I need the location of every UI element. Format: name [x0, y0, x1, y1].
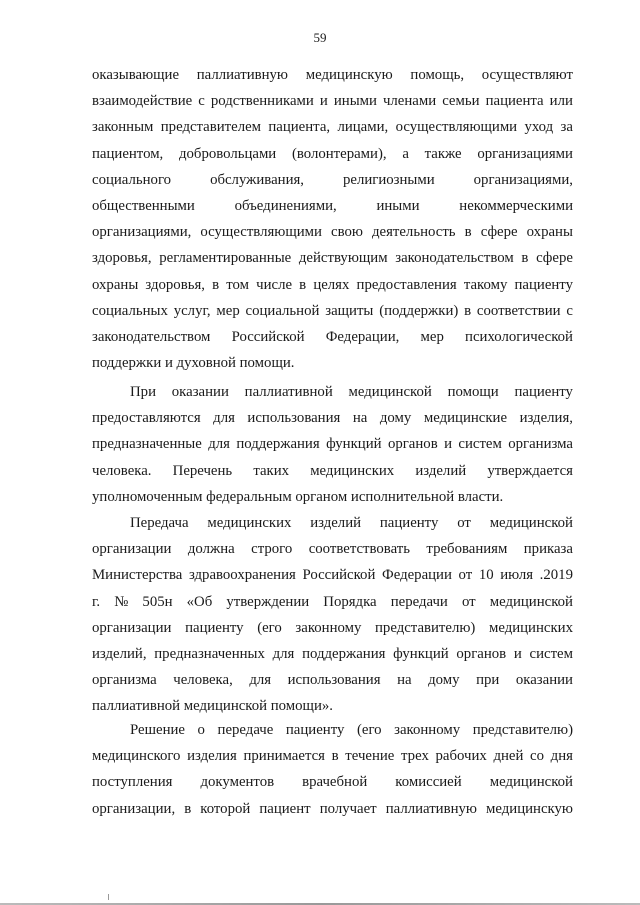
text-line: [92, 615, 573, 641]
word: таких: [253, 462, 290, 479]
word: Порядка: [323, 593, 377, 610]
word: для: [213, 410, 235, 427]
text-line: [92, 62, 573, 88]
word: Российской: [302, 567, 376, 584]
word: (поддержки): [379, 302, 459, 319]
word: трех: [401, 748, 429, 765]
word: дому: [379, 410, 412, 427]
word: паллиативную: [385, 800, 477, 817]
word: мер: [420, 328, 444, 345]
word: медицинской: [489, 593, 573, 610]
word: свою: [331, 224, 363, 241]
word: рабочих: [435, 748, 487, 765]
word: для: [208, 436, 230, 453]
text-line: [92, 562, 573, 588]
word: документов: [200, 774, 275, 791]
word: .2019: [539, 567, 573, 584]
word: паллиативной медицинской помощи».: [92, 698, 333, 715]
word: «Об: [186, 593, 213, 610]
word: организации: [92, 619, 172, 636]
word: о: [197, 722, 205, 738]
word: законодательством: [395, 250, 514, 267]
word: услуг,: [173, 302, 211, 319]
word: медицинских: [310, 462, 395, 479]
word: медицинской: [348, 384, 432, 400]
word: паллиативной: [244, 384, 333, 400]
word: органов: [387, 436, 438, 453]
word: медицинские: [423, 410, 508, 427]
word: действующим: [298, 250, 388, 267]
word: врачебной: [302, 774, 368, 791]
word: с: [566, 302, 573, 319]
word: принимается: [243, 748, 325, 765]
word: здоровья,: [145, 276, 205, 293]
text-line: [92, 717, 573, 743]
word: и: [319, 93, 328, 110]
word: Российской: [231, 328, 305, 345]
word: защиты: [325, 302, 374, 319]
word: Перечень: [172, 462, 233, 479]
word: на: [352, 410, 368, 427]
text-line: [92, 245, 573, 271]
word: поддержания: [302, 645, 386, 662]
word: использования: [247, 410, 341, 427]
word: от: [458, 567, 473, 584]
word: соответствовать: [308, 541, 410, 558]
word: медицинского: [92, 748, 181, 765]
word: требованиям: [426, 541, 508, 558]
word: регламентированные: [159, 250, 292, 267]
word: организациями: [477, 145, 573, 162]
word: г.: [92, 593, 101, 610]
word: приказа: [523, 541, 573, 558]
word: уполномоченным федеральным органом исполнительной власти.: [92, 488, 504, 505]
word: осуществляющими: [200, 224, 322, 241]
word: медицинскую: [305, 67, 393, 83]
word: также: [424, 145, 462, 162]
word: обслуживания,: [210, 171, 304, 188]
word: организации: [92, 541, 172, 558]
word: помощи: [447, 384, 499, 400]
word: изделия,: [519, 410, 573, 427]
word: осуществляют: [481, 67, 573, 83]
text-line: [92, 167, 573, 193]
word: медицинской: [489, 774, 573, 791]
word: объединениями,: [234, 197, 337, 214]
paragraph-2: [92, 379, 573, 510]
word: лицами,: [337, 119, 389, 136]
word: оказывающие: [92, 67, 180, 83]
word: социального: [92, 171, 172, 188]
word: представителем: [160, 119, 262, 136]
word: медицинскую: [486, 800, 573, 817]
word: медицинских: [207, 515, 292, 531]
word: дому: [428, 672, 460, 689]
word: пациента,: [268, 119, 331, 136]
word: функций: [326, 436, 382, 453]
text-line: [92, 431, 573, 457]
text-line: [92, 769, 573, 795]
text-line: [92, 536, 573, 562]
word: сфере: [480, 224, 518, 241]
word: и: [444, 436, 452, 453]
word: Передача: [130, 515, 189, 531]
word: строго: [251, 541, 293, 558]
word: деятельность: [372, 224, 456, 241]
word: пациент: [259, 800, 311, 817]
word: здравоохранения: [188, 567, 296, 584]
word: семьи: [442, 93, 480, 110]
word: с: [198, 93, 205, 110]
word: систем: [458, 436, 502, 453]
word: поступления: [92, 774, 173, 791]
text-line: [92, 796, 573, 822]
word: оказании: [515, 672, 573, 689]
word: социальной: [245, 302, 320, 319]
word: человека.: [92, 462, 152, 479]
word: и: [513, 645, 522, 662]
word: 10: [478, 567, 494, 584]
word: пациенту: [185, 619, 244, 636]
word: в: [464, 224, 472, 241]
text-line: [92, 589, 573, 615]
word: получает: [319, 800, 377, 817]
word: организма: [92, 672, 157, 689]
word: медицинской: [489, 515, 573, 531]
paragraph-4: [92, 717, 573, 822]
word: целях: [313, 276, 350, 293]
text-line: [92, 324, 573, 350]
word: предоставления: [356, 276, 457, 293]
word: организма: [508, 436, 573, 453]
word: 505н: [142, 593, 173, 610]
word: организациями,: [92, 224, 192, 241]
word: от: [457, 515, 471, 531]
text-line: [92, 458, 573, 484]
word: (его: [356, 722, 382, 738]
text-line: [92, 379, 573, 405]
word: соответствии: [476, 302, 561, 319]
word: в: [184, 800, 192, 817]
word: числе: [256, 276, 293, 293]
word: некоммерческими: [459, 197, 573, 214]
text-line: [92, 219, 573, 245]
word: на: [397, 672, 412, 689]
paragraph-3: [92, 510, 573, 720]
word: дней: [493, 748, 524, 765]
word: органов: [456, 645, 507, 662]
word: здоровья,: [92, 250, 152, 267]
word: законным: [92, 119, 154, 136]
word: пациенту: [514, 276, 573, 293]
word: медицинских: [488, 619, 573, 636]
word: предназначенные: [92, 436, 202, 453]
word: такому: [463, 276, 508, 293]
word: Федерации,: [325, 328, 400, 345]
word: сфере: [536, 250, 573, 267]
word: родственниками: [210, 93, 314, 110]
word: изделий: [415, 462, 467, 479]
word: предоставляются: [92, 410, 201, 427]
word: психологической: [465, 328, 573, 345]
word: изделия: [187, 748, 237, 765]
word: в: [464, 302, 472, 319]
word: добровольцами: [178, 145, 277, 162]
word: том: [226, 276, 249, 293]
word: №: [114, 593, 129, 610]
word: социальных: [92, 302, 168, 319]
word: июля: [500, 567, 534, 584]
word: При: [130, 384, 157, 400]
word: (волонтерами),: [291, 145, 387, 162]
word: использования: [287, 672, 381, 689]
text-line: [92, 272, 573, 298]
word: поддержания: [236, 436, 320, 453]
word: законодательством: [92, 328, 211, 345]
word: паллиативную: [196, 67, 288, 83]
word: передачи: [390, 593, 448, 610]
word: при: [476, 672, 500, 689]
word: для: [272, 645, 295, 662]
word: помощь,: [410, 67, 465, 83]
word: законному: [394, 722, 461, 738]
word: Министерства: [92, 567, 183, 584]
word: представителю): [472, 722, 573, 738]
text-line: [92, 193, 573, 219]
word: утверждении: [226, 593, 310, 610]
word: Решение: [130, 722, 185, 738]
word: поддержки и духовной помощи.: [92, 355, 295, 372]
text-line: [92, 667, 573, 693]
word: утверждается: [487, 462, 573, 479]
word: систем: [529, 645, 573, 662]
word: мер: [216, 302, 240, 319]
word: со: [530, 748, 545, 765]
text-line: [92, 484, 573, 510]
word: осуществляющими: [395, 119, 518, 136]
word: законному: [295, 619, 362, 636]
word: в: [212, 276, 220, 293]
word: дня: [550, 748, 573, 765]
word: представителю): [375, 619, 476, 636]
word: общественными: [92, 197, 195, 214]
word: а: [402, 145, 409, 162]
word: охраны: [526, 224, 573, 241]
word: оказании: [171, 384, 229, 400]
text-line: [92, 88, 573, 114]
word: уход: [524, 119, 554, 136]
text-line: [92, 405, 573, 431]
word: комиссией: [395, 774, 462, 791]
word: изделий,: [92, 645, 147, 662]
word: иными: [376, 197, 420, 214]
word: религиозными: [343, 171, 435, 188]
page-number: 59: [313, 30, 327, 45]
word: изделий: [310, 515, 362, 531]
word: которой: [200, 800, 251, 817]
text-line: [92, 693, 573, 719]
word: членами: [382, 93, 437, 110]
paragraph-1: [92, 62, 573, 376]
word: охраны: [92, 276, 139, 293]
text-line: [92, 114, 573, 140]
word: пациенту: [379, 515, 439, 531]
word: предназначенных: [154, 645, 265, 662]
word: функций: [393, 645, 449, 662]
text-line: [92, 641, 573, 667]
text-line: [92, 510, 573, 536]
word: для: [249, 672, 272, 689]
word: организации,: [92, 800, 176, 817]
word: организациями,: [473, 171, 573, 188]
word: (его: [257, 619, 282, 636]
word: течение: [345, 748, 395, 765]
text-line: [92, 141, 573, 167]
text-line: [92, 298, 573, 324]
word: передаче: [217, 722, 274, 738]
word: в: [331, 748, 339, 765]
word: пациентом,: [92, 145, 164, 162]
word: должна: [187, 541, 235, 558]
word: пациенту: [285, 722, 345, 738]
scan-edge-mark: [108, 894, 109, 900]
word: Федерации: [382, 567, 452, 584]
text-line: [92, 350, 573, 376]
word: иными: [333, 93, 377, 110]
word: человека,: [173, 672, 233, 689]
word: или: [549, 93, 573, 110]
word: за: [560, 119, 573, 136]
word: пациента: [485, 93, 544, 110]
word: в: [299, 276, 307, 293]
word: от: [461, 593, 476, 610]
word: взаимодействие: [92, 93, 193, 110]
word: в: [521, 250, 529, 267]
text-line: [92, 743, 573, 769]
word: пациенту: [514, 384, 573, 400]
